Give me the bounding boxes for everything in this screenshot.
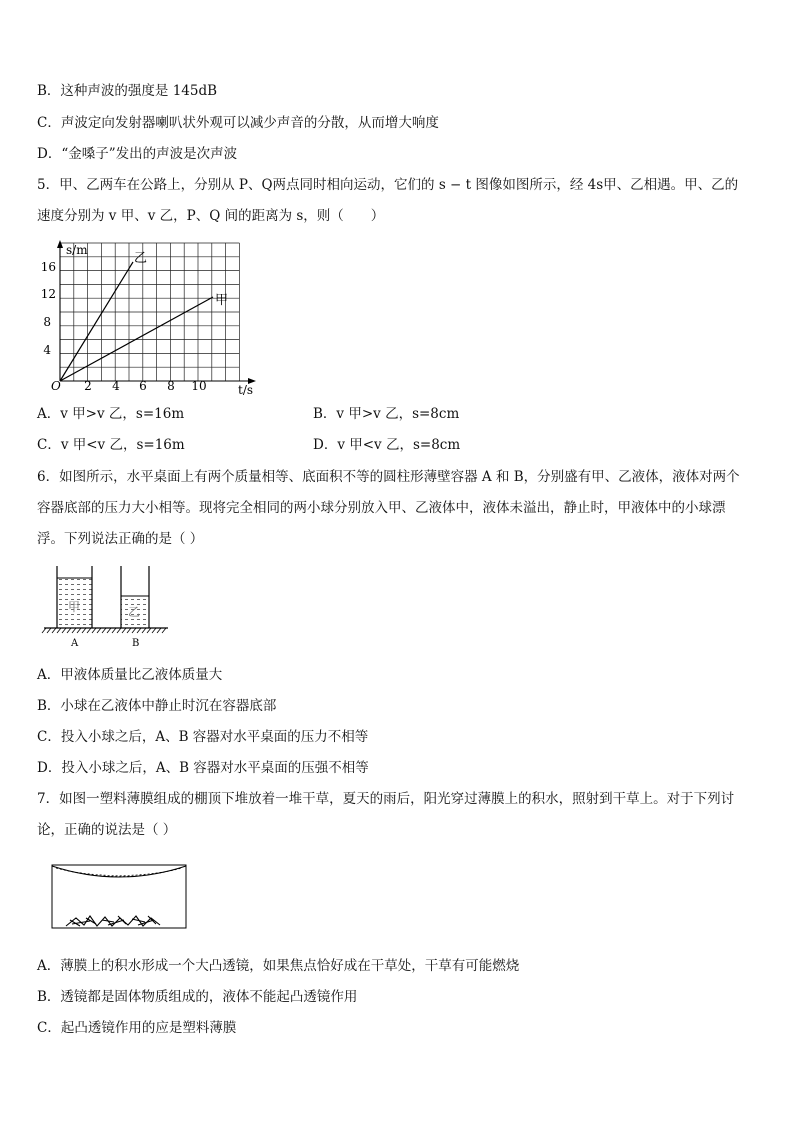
table-hatch-line xyxy=(152,628,156,633)
table-hatch-line xyxy=(157,628,161,633)
table-hatch-line xyxy=(122,628,126,633)
q4-option-c: C．声波定向发射器喇叭状外观可以减少声音的分散，从而增大响度 xyxy=(37,115,439,131)
table-hatch-line xyxy=(117,628,121,633)
q7-option-a: A．薄膜上的积水形成一个大凸透镜，如果焦点恰好成在干草处，干草有可能燃烧 xyxy=(37,958,520,974)
container-a-label: A xyxy=(71,638,79,649)
table-hatch-line xyxy=(42,628,46,633)
table-hatch-line xyxy=(77,628,81,633)
table-hatch-line xyxy=(127,628,131,633)
graph-y-tick-12: 12 xyxy=(40,287,56,301)
q6-option-b: B．小球在乙液体中静止时沉在容器底部 xyxy=(37,698,277,714)
graph-line-label-jia: 甲 xyxy=(215,293,229,308)
table-hatch-line xyxy=(147,628,151,633)
graph-origin-label: O xyxy=(51,379,61,393)
q7-option-b: B．透镜都是固体物质组成的，液体不能起凸透镜作用 xyxy=(37,989,358,1005)
graph-line-label-yi: 乙 xyxy=(134,251,148,266)
container-b-label: B xyxy=(132,638,140,649)
graph-y-tick-16: 16 xyxy=(40,260,56,274)
table-hatch-line xyxy=(87,628,91,633)
table-hatch-line xyxy=(132,628,136,633)
graph-y-tick-8: 8 xyxy=(43,315,51,329)
q4-option-d: D．“金嗓子”发出的声波是次声波 xyxy=(37,146,238,162)
table-hatch-line xyxy=(102,628,106,633)
table-hatch-line xyxy=(97,628,101,633)
q6-stem-line-3: 浮。下列说法正确的是（ ） xyxy=(37,531,204,547)
container-a-liquid-label: 甲 xyxy=(68,600,81,614)
table-hatch-line xyxy=(47,628,51,633)
q6-containers-figure xyxy=(40,562,170,652)
graph-x-tick-10: 10 xyxy=(191,379,207,393)
graph-y-tick-4: 4 xyxy=(43,343,51,357)
graph-y-arrow xyxy=(57,240,63,248)
graph-x-tick-2: 2 xyxy=(84,379,92,393)
q6-stem-line-2: 容器底部的压力大小相等。现将完全相同的两小球分别放入甲、乙液体中，液体未溢出，静止时，甲液体中的小球漂 xyxy=(37,500,726,516)
q7-shed-figure xyxy=(50,858,190,930)
q5-option-c: C．v 甲<v 乙，s=16m xyxy=(37,437,185,453)
graph-line-jia xyxy=(60,297,213,381)
graph-x-tick-4: 4 xyxy=(112,379,120,393)
table-hatch-line xyxy=(52,628,56,633)
table-hatch-line xyxy=(112,628,116,633)
table-hatch-line xyxy=(142,628,146,633)
q6-option-d: D．投入小球之后，A、B 容器对水平桌面的压强不相等 xyxy=(37,760,369,776)
table-hatch-line xyxy=(57,628,61,633)
graph-y-axis-label: s/m xyxy=(66,243,88,257)
q6-option-a: A．甲液体质量比乙液体质量大 xyxy=(37,667,223,683)
q7-stem-line-2: 论，正确的说法是（ ） xyxy=(37,822,177,838)
graph-line-yi xyxy=(60,262,133,381)
q7-stem-line-1: 7．如图一塑料薄膜组成的棚顶下堆放着一堆干草，夏天的雨后，阳光穿过薄膜上的积水，照射到干草上。对于下列讨 xyxy=(37,791,735,807)
q5-stem-line-1: 5．甲、乙两车在公路上，分别从 P、Q两点同时相向运动，它们的 s − t 图像如图所示，经 4s甲、乙相遇。甲、乙的 xyxy=(37,177,739,193)
graph-x-tick-6: 6 xyxy=(139,379,147,393)
q5-st-graph xyxy=(30,238,270,398)
q5-option-a: A．v 甲>v 乙，s=16m xyxy=(37,406,185,422)
table-hatch-line xyxy=(137,628,141,633)
table-hatch-line xyxy=(107,628,111,633)
q6-option-c: C．投入小球之后，A、B 容器对水平桌面的压力不相等 xyxy=(37,729,369,745)
table-hatching xyxy=(42,628,166,633)
q5-option-b: B．v 甲>v 乙，s=8cm xyxy=(313,406,460,422)
table-hatch-line xyxy=(72,628,76,633)
table-hatch-line xyxy=(82,628,86,633)
container-b-liquid-label: 乙 xyxy=(128,605,141,619)
graph-x-tick-8: 8 xyxy=(167,379,175,393)
table-hatch-line xyxy=(67,628,71,633)
table-hatch-line xyxy=(162,628,166,633)
q5-stem-line-2: 速度分别为 v 甲、v 乙，P、Q 间的距离为 s，则（ ） xyxy=(37,208,385,224)
table-hatch-line xyxy=(92,628,96,633)
graph-x-axis-label: t/s xyxy=(238,383,254,397)
q5-option-d: D．v 甲<v 乙，s=8cm xyxy=(313,437,461,453)
q4-option-b: B．这种声波的强度是 145dB xyxy=(37,83,218,99)
q6-stem-line-1: 6．如图所示，水平桌面上有两个质量相等、底面积不等的圆柱形薄壁容器 A 和 B，分别盛有甲、乙液体，液体对两个 xyxy=(37,469,740,485)
table-hatch-line xyxy=(62,628,66,633)
q7-option-c: C．起凸透镜作用的应是塑料薄膜 xyxy=(37,1020,237,1036)
hay-pile-icon xyxy=(66,916,160,926)
